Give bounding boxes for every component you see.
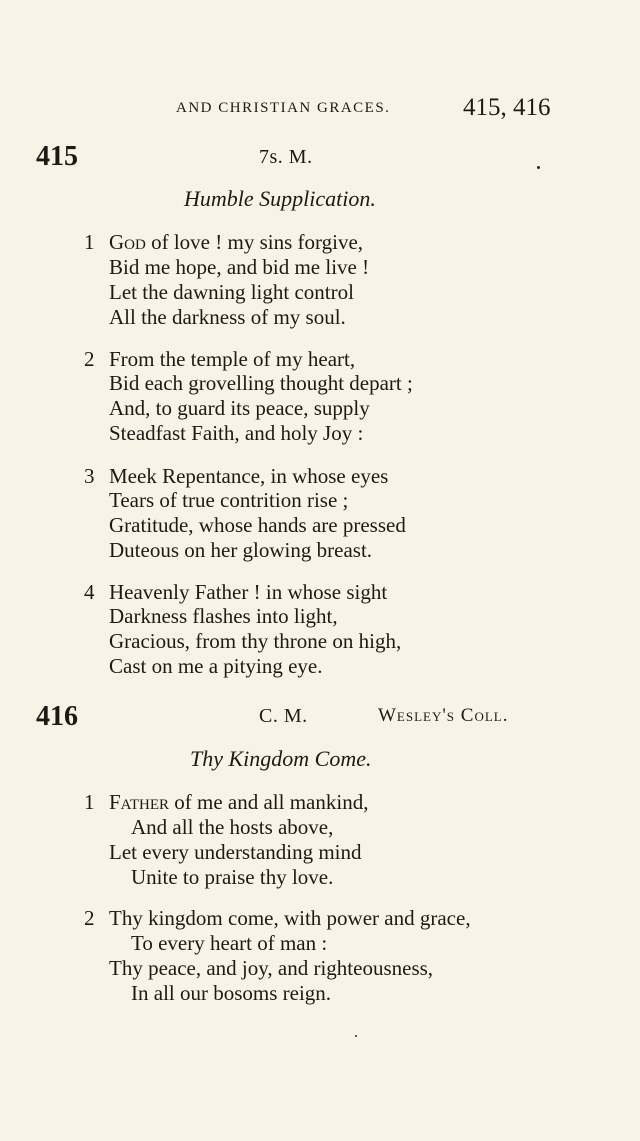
verse-line: In all our bosoms reign. xyxy=(131,981,332,1005)
stanza-number: 4 xyxy=(84,580,95,604)
verse-line: Steadfast Faith, and holy Joy : xyxy=(109,421,364,445)
verse-line: Bid each grovelling thought depart ; xyxy=(109,371,413,395)
verse-line: Thy kingdom come, with power and grace, xyxy=(109,906,471,930)
hymn-number: 415 xyxy=(36,141,78,172)
verse-line: Darkness flashes into light, xyxy=(109,604,338,628)
verse-line: Duteous on her glowing breast. xyxy=(109,538,373,562)
verse-line: Bid me hope, and bid me live ! xyxy=(109,255,370,279)
hymn-number: 416 xyxy=(36,701,78,732)
verse-line: Gratitude, whose hands are pressed xyxy=(109,513,406,537)
verse-line: From the temple of my heart, xyxy=(109,347,356,371)
verse-line: Cast on me a pitying eye. xyxy=(109,654,323,678)
hymn-meter: C. M. xyxy=(259,705,308,727)
verse-line: Tears of true contrition rise ; xyxy=(109,488,349,512)
running-head-page-numbers: 415, 416 xyxy=(463,94,551,121)
running-head-title: AND CHRISTIAN GRACES. xyxy=(176,100,391,116)
hymn-meter: 7s. M. xyxy=(259,146,313,168)
running-head xyxy=(0,96,640,126)
verse-line: Gracious, from thy throne on high, xyxy=(109,629,402,653)
verse-line: Thy peace, and joy, and righteousness, xyxy=(109,956,434,980)
hymn-title: Thy Kingdom Come. xyxy=(190,746,372,771)
print-speck xyxy=(355,1035,357,1037)
verse-line: And, to guard its peace, supply xyxy=(109,396,370,420)
stanza-number: 1 xyxy=(84,790,95,814)
verse-line: Father of me and all mankind, xyxy=(109,790,369,814)
print-speck xyxy=(537,166,540,169)
stanza-number: 3 xyxy=(84,464,95,488)
verse-line: Meek Repentance, in whose eyes xyxy=(109,464,389,488)
stanza-number: 1 xyxy=(84,230,95,254)
verse-line: Heavenly Father ! in whose sight xyxy=(109,580,388,604)
verse-line: And all the hosts above, xyxy=(131,815,334,839)
verse-line: All the darkness of my soul. xyxy=(109,305,346,329)
verse-line: Let every understanding mind xyxy=(109,840,362,864)
stanza-number: 2 xyxy=(84,906,95,930)
verse-line: To every heart of man : xyxy=(131,931,328,955)
verse-line: Unite to praise thy love. xyxy=(131,865,334,889)
verse-line: God of love ! my sins forgive, xyxy=(109,230,364,254)
verse-line: Let the dawning light control xyxy=(109,280,354,304)
stanza-number: 2 xyxy=(84,347,95,371)
hymn-title: Humble Supplication. xyxy=(184,186,376,211)
hymn-source: Wesley's Coll. xyxy=(378,705,509,726)
